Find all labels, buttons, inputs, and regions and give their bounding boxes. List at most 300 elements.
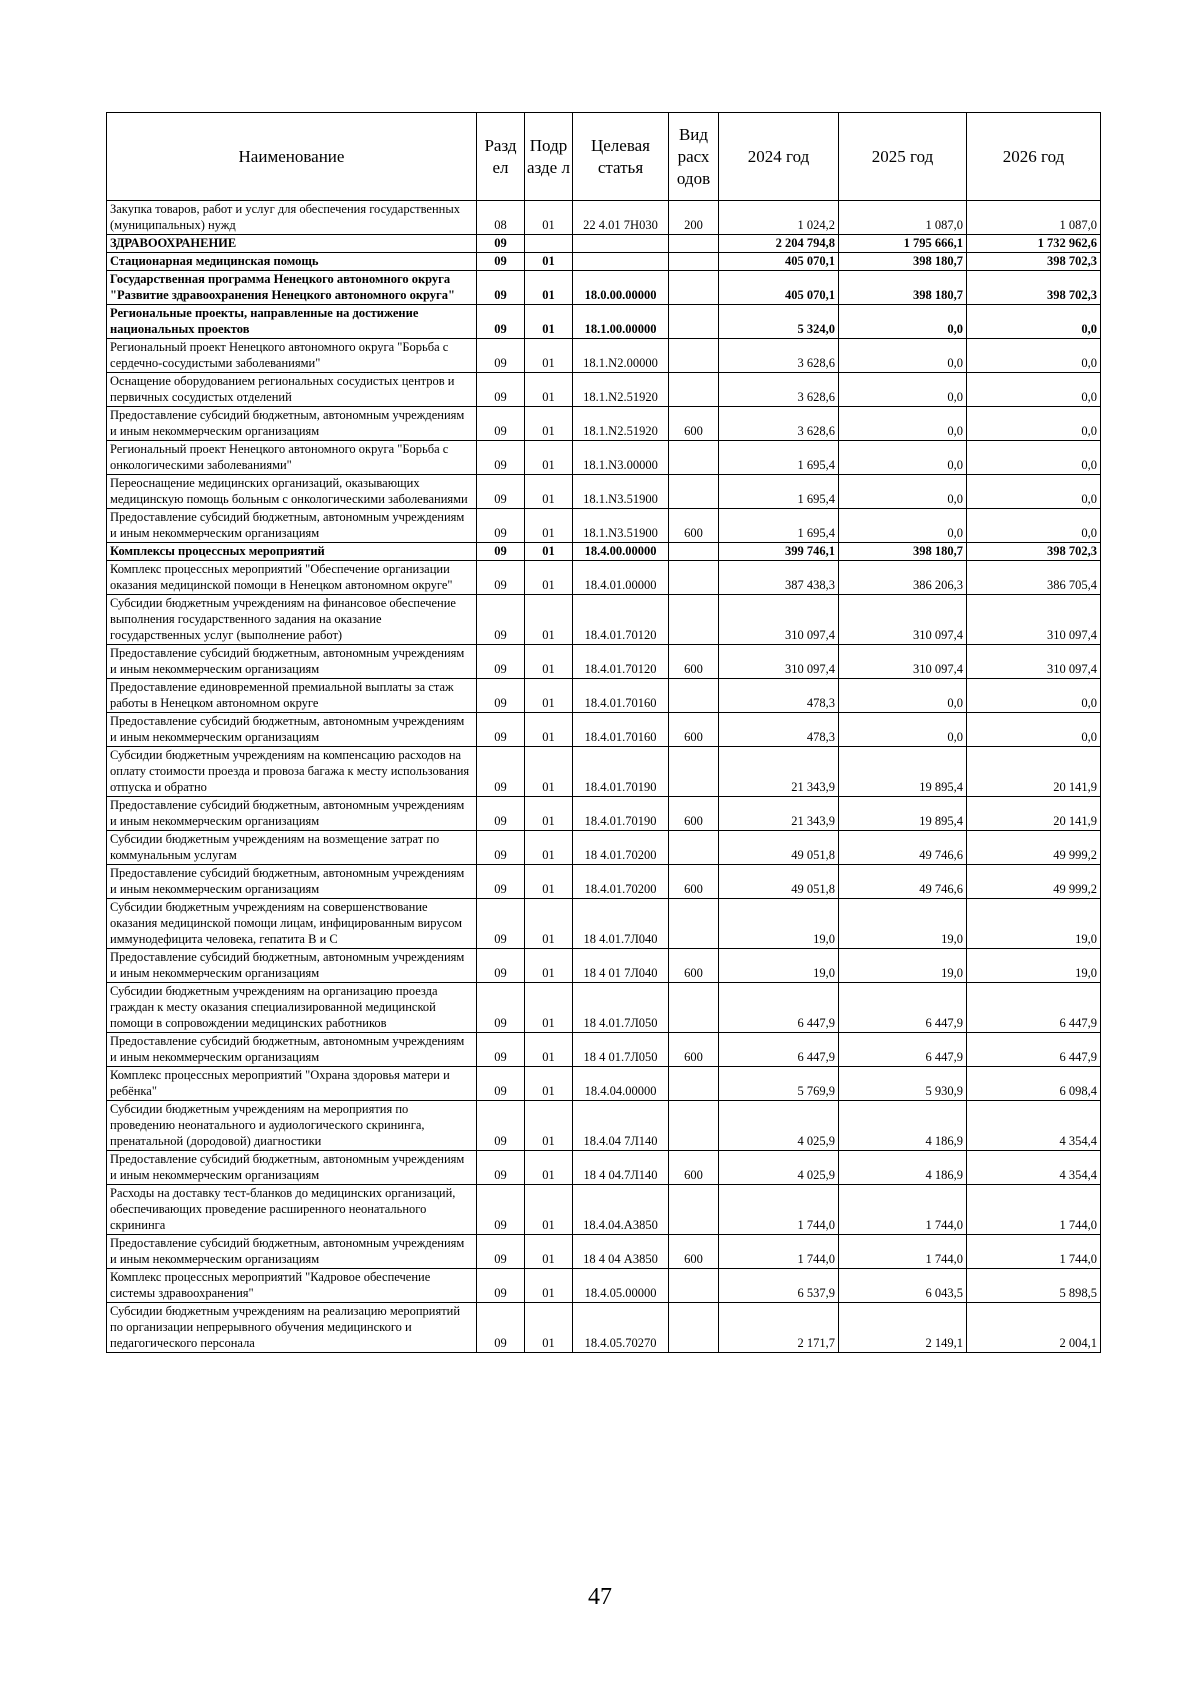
row-razdel-cell: 09 [477,1151,525,1185]
row-2026-cell: 0,0 [967,509,1101,543]
table-row [107,949,1101,983]
table-row [107,1235,1101,1269]
row-2024-cell: 4 025,9 [719,1101,839,1151]
row-podrazdel-cell: 01 [525,253,573,271]
row-2026-cell: 4 354,4 [967,1151,1101,1185]
page-number: 47 [588,1584,612,1610]
row-razdel-cell: 09 [477,441,525,475]
row-2026-cell: 4 354,4 [967,1101,1101,1151]
row-2026-cell: 0,0 [967,713,1101,747]
table-row [107,407,1101,441]
table-row [107,713,1101,747]
row-2026-cell: 398 702,3 [967,543,1101,561]
row-2025-cell: 0,0 [839,373,967,407]
row-name-cell: Предоставление субсидий бюджетным, автономным учреждениям и иным некоммерческим организациям [107,949,477,983]
row-razdel-cell: 09 [477,713,525,747]
row-target-cell: 18.4.05.00000 [573,1269,669,1303]
row-target-cell: 18 4.01.7Л050 [573,983,669,1033]
row-vid-cell: 600 [669,509,719,543]
row-vid-cell [669,1101,719,1151]
row-2024-cell: 4 025,9 [719,1151,839,1185]
row-2026-cell: 2 004,1 [967,1303,1101,1353]
row-vid-cell: 600 [669,949,719,983]
row-name-cell: Региональный проект Ненецкого автономного округа "Борьба с онкологическими заболеваниями" [107,441,477,475]
row-name-cell: Субсидии бюджетным учреждениям на компенсацию расходов на оплату стоимости проезда и провоза багажа к месту использования отпуска и обратно [107,747,477,797]
row-2026-cell: 398 702,3 [967,253,1101,271]
row-2026-cell: 19,0 [967,899,1101,949]
table-row [107,1303,1101,1353]
header-vid: Вид расх одов [669,113,719,201]
row-name-cell: Предоставление субсидий бюджетным, автономным учреждениям и иным некоммерческим организациям [107,1151,477,1185]
row-vid-cell [669,441,719,475]
row-name-cell: Предоставление субсидий бюджетным, автономным учреждениям и иным некоммерческим организациям [107,509,477,543]
row-razdel-cell: 09 [477,543,525,561]
row-2026-cell: 310 097,4 [967,645,1101,679]
row-target-cell: 18.1.N2.51920 [573,373,669,407]
row-2026-cell: 0,0 [967,679,1101,713]
row-podrazdel-cell: 01 [525,595,573,645]
row-razdel-cell: 09 [477,235,525,253]
row-2025-cell: 1 744,0 [839,1235,967,1269]
row-2024-cell: 21 343,9 [719,797,839,831]
row-2025-cell: 0,0 [839,339,967,373]
row-razdel-cell: 09 [477,1185,525,1235]
table-row [107,235,1101,253]
row-podrazdel-cell: 01 [525,1269,573,1303]
row-vid-cell: 600 [669,713,719,747]
row-podrazdel-cell: 01 [525,1303,573,1353]
row-2026-cell: 6 098,4 [967,1067,1101,1101]
row-2026-cell: 20 141,9 [967,797,1101,831]
row-vid-cell: 600 [669,645,719,679]
row-podrazdel-cell: 01 [525,509,573,543]
row-2024-cell: 3 628,6 [719,373,839,407]
row-2024-cell: 3 628,6 [719,339,839,373]
row-podrazdel-cell: 01 [525,305,573,339]
row-vid-cell [669,475,719,509]
row-name-cell: Региональные проекты, направленные на достижение национальных проектов [107,305,477,339]
table-row [107,373,1101,407]
row-razdel-cell: 09 [477,475,525,509]
row-vid-cell [669,983,719,1033]
table-body [107,201,1101,1353]
row-2025-cell: 19,0 [839,899,967,949]
row-target-cell [573,235,669,253]
row-podrazdel-cell: 01 [525,797,573,831]
table-row [107,679,1101,713]
row-podrazdel-cell: 01 [525,645,573,679]
row-podrazdel-cell: 01 [525,1033,573,1067]
table-row [107,271,1101,305]
table-row [107,509,1101,543]
row-2026-cell: 1 744,0 [967,1235,1101,1269]
row-2024-cell: 21 343,9 [719,747,839,797]
row-2025-cell: 49 746,6 [839,865,967,899]
row-2025-cell: 1 744,0 [839,1185,967,1235]
row-target-cell: 18.4.01.70120 [573,595,669,645]
row-target-cell: 18 4 04 А3850 [573,1235,669,1269]
row-razdel-cell: 09 [477,407,525,441]
row-2025-cell: 0,0 [839,441,967,475]
row-target-cell: 18.1.N2.51920 [573,407,669,441]
row-vid-cell [669,305,719,339]
row-2025-cell: 19 895,4 [839,797,967,831]
table-row [107,865,1101,899]
row-2025-cell: 4 186,9 [839,1151,967,1185]
header-2025: 2025 год [839,113,967,201]
row-razdel-cell: 09 [477,899,525,949]
row-razdel-cell: 09 [477,373,525,407]
row-target-cell: 18.1.N2.00000 [573,339,669,373]
row-2025-cell: 5 930,9 [839,1067,967,1101]
row-name-cell: Предоставление субсидий бюджетным, автономным учреждениям и иным некоммерческим организациям [107,1235,477,1269]
row-vid-cell [669,1303,719,1353]
row-name-cell: ЗДРАВООХРАНЕНИЕ [107,235,477,253]
row-name-cell: Предоставление субсидий бюджетным, автономным учреждениям и иным некоммерческим организациям [107,797,477,831]
row-podrazdel-cell: 01 [525,475,573,509]
row-2026-cell: 0,0 [967,441,1101,475]
row-name-cell: Субсидии бюджетным учреждениям на реализацию мероприятий по организации непрерывного обучения медицинского и педагогического персонала [107,1303,477,1353]
row-2025-cell: 1 795 666,1 [839,235,967,253]
row-vid-cell [669,253,719,271]
row-vid-cell [669,543,719,561]
row-2025-cell: 0,0 [839,305,967,339]
row-2025-cell: 0,0 [839,713,967,747]
row-name-cell: Комплекс процессных мероприятий "Кадровое обеспечение системы здравоохранения" [107,1269,477,1303]
row-razdel-cell: 09 [477,831,525,865]
table-row [107,831,1101,865]
row-razdel-cell: 09 [477,1067,525,1101]
row-razdel-cell: 09 [477,865,525,899]
table-row [107,1067,1101,1101]
row-2026-cell: 6 447,9 [967,1033,1101,1067]
row-target-cell: 18.4.00.00000 [573,543,669,561]
row-target-cell: 18.1.N3.00000 [573,441,669,475]
row-2025-cell: 19,0 [839,949,967,983]
row-vid-cell [669,1269,719,1303]
row-vid-cell: 600 [669,1033,719,1067]
row-name-cell: Предоставление субсидий бюджетным, автономным учреждениям и иным некоммерческим организациям [107,1033,477,1067]
header-podrazdel: Подр азде л [525,113,573,201]
row-podrazdel-cell: 01 [525,983,573,1033]
row-razdel-cell: 09 [477,509,525,543]
row-vid-cell [669,235,719,253]
row-name-cell: Субсидии бюджетным учреждениям на мероприятия по проведению неонатального и аудиологического скрининга, пренатальной (дородовой) диагностики [107,1101,477,1151]
row-2026-cell: 6 447,9 [967,983,1101,1033]
header-razdel: Разд ел [477,113,525,201]
table-row [107,1151,1101,1185]
row-vid-cell: 200 [669,201,719,235]
row-2024-cell: 1 744,0 [719,1235,839,1269]
row-2024-cell: 5 324,0 [719,305,839,339]
row-razdel-cell: 09 [477,1033,525,1067]
row-2024-cell: 19,0 [719,899,839,949]
row-2024-cell: 49 051,8 [719,831,839,865]
row-podrazdel-cell: 01 [525,747,573,797]
row-name-cell: Субсидии бюджетным учреждениям на финансовое обеспечение выполнения государственного задания на оказание государственных услуг (выполнение работ) [107,595,477,645]
row-vid-cell: 600 [669,1151,719,1185]
row-2026-cell: 0,0 [967,475,1101,509]
row-target-cell: 18.4.01.70160 [573,713,669,747]
row-2025-cell: 0,0 [839,509,967,543]
table-row [107,983,1101,1033]
row-podrazdel-cell: 01 [525,831,573,865]
row-2024-cell: 6 537,9 [719,1269,839,1303]
row-podrazdel-cell: 01 [525,949,573,983]
row-target-cell: 18.4.01.70120 [573,645,669,679]
header-2024: 2024 год [719,113,839,201]
row-target-cell: 18.1.00.00000 [573,305,669,339]
row-2025-cell: 398 180,7 [839,543,967,561]
row-2026-cell: 0,0 [967,339,1101,373]
row-2024-cell: 1 695,4 [719,509,839,543]
row-target-cell: 18.4.04 7Л140 [573,1101,669,1151]
row-vid-cell: 600 [669,1235,719,1269]
row-name-cell: Предоставление субсидий бюджетным, автономным учреждениям и иным некоммерческим организациям [107,713,477,747]
row-vid-cell [669,1185,719,1235]
row-target-cell: 18 4.01.70200 [573,831,669,865]
row-target-cell: 18.4.01.70160 [573,679,669,713]
row-2025-cell: 6 043,5 [839,1269,967,1303]
row-vid-cell [669,899,719,949]
table-row [107,201,1101,235]
row-podrazdel-cell: 01 [525,1235,573,1269]
row-podrazdel-cell: 01 [525,1151,573,1185]
table-row [107,645,1101,679]
row-target-cell: 18.4.01.70190 [573,747,669,797]
row-2024-cell: 478,3 [719,679,839,713]
row-2024-cell: 19,0 [719,949,839,983]
row-target-cell: 18 4.01.7Л040 [573,899,669,949]
row-2024-cell: 6 447,9 [719,983,839,1033]
row-target-cell: 18.1.N3.51900 [573,475,669,509]
row-name-cell: Предоставление субсидий бюджетным, автономным учреждениям и иным некоммерческим организациям [107,865,477,899]
row-name-cell: Комплексы процессных мероприятий [107,543,477,561]
row-razdel-cell: 09 [477,949,525,983]
row-2025-cell: 19 895,4 [839,747,967,797]
row-2024-cell: 478,3 [719,713,839,747]
row-razdel-cell: 09 [477,1303,525,1353]
row-2024-cell: 405 070,1 [719,271,839,305]
row-name-cell: Субсидии бюджетным учреждениям на организацию проезда граждан к месту оказания специализированной медицинской помощи в сопровождении медицинских работников [107,983,477,1033]
row-2026-cell: 310 097,4 [967,595,1101,645]
row-podrazdel-cell: 01 [525,339,573,373]
row-2026-cell: 1 744,0 [967,1185,1101,1235]
row-2024-cell: 310 097,4 [719,595,839,645]
row-razdel-cell: 09 [477,1235,525,1269]
table-row [107,441,1101,475]
row-2026-cell: 49 999,2 [967,865,1101,899]
row-vid-cell: 600 [669,865,719,899]
row-razdel-cell: 09 [477,339,525,373]
row-2025-cell: 4 186,9 [839,1101,967,1151]
table-row [107,253,1101,271]
table-header-row [107,113,1101,201]
row-2024-cell: 387 438,3 [719,561,839,595]
row-2024-cell: 2 171,7 [719,1303,839,1353]
table-row [107,595,1101,645]
row-2024-cell: 1 744,0 [719,1185,839,1235]
row-target-cell: 18 4 01 7Л040 [573,949,669,983]
row-2024-cell: 6 447,9 [719,1033,839,1067]
row-razdel-cell: 09 [477,983,525,1033]
row-vid-cell [669,271,719,305]
header-name: Наименование [107,113,477,201]
row-name-cell: Предоставление субсидий бюджетным, автономным учреждениям и иным некоммерческим организациям [107,645,477,679]
row-2024-cell: 2 204 794,8 [719,235,839,253]
row-name-cell: Стационарная медицинская помощь [107,253,477,271]
row-podrazdel-cell: 01 [525,899,573,949]
table-row [107,797,1101,831]
row-2025-cell: 386 206,3 [839,561,967,595]
row-razdel-cell: 09 [477,253,525,271]
row-2026-cell: 0,0 [967,305,1101,339]
row-podrazdel-cell: 01 [525,1185,573,1235]
table-row [107,899,1101,949]
row-razdel-cell: 09 [477,1269,525,1303]
row-name-cell: Субсидии бюджетным учреждениям на совершенствование оказания медицинской помощи лицам, инфицированным вирусом иммунодефицита человека, гепатита В и С [107,899,477,949]
row-vid-cell [669,831,719,865]
row-2025-cell: 310 097,4 [839,645,967,679]
row-razdel-cell: 09 [477,271,525,305]
table-row [107,543,1101,561]
row-name-cell: Предоставление единовременной премиальной выплаты за стаж работы в Ненецком автономном округе [107,679,477,713]
row-razdel-cell: 09 [477,561,525,595]
row-2024-cell: 1 695,4 [719,475,839,509]
row-vid-cell [669,1067,719,1101]
row-vid-cell [669,595,719,645]
row-podrazdel-cell: 01 [525,1067,573,1101]
row-podrazdel-cell: 01 [525,271,573,305]
row-2024-cell: 49 051,8 [719,865,839,899]
row-target-cell: 18.4.01.70200 [573,865,669,899]
row-2026-cell: 20 141,9 [967,747,1101,797]
header-target: Целевая статья [573,113,669,201]
row-razdel-cell: 09 [477,595,525,645]
row-vid-cell: 600 [669,797,719,831]
row-2025-cell: 1 087,0 [839,201,967,235]
table-row [107,305,1101,339]
budget-table [106,112,1101,1353]
row-podrazdel-cell: 01 [525,407,573,441]
row-target-cell: 18.0.00.00000 [573,271,669,305]
row-razdel-cell: 09 [477,645,525,679]
row-vid-cell [669,339,719,373]
row-vid-cell [669,561,719,595]
row-2024-cell: 1 024,2 [719,201,839,235]
budget-table-container [106,112,1101,1353]
row-podrazdel-cell: 01 [525,1101,573,1151]
row-podrazdel-cell: 01 [525,713,573,747]
row-name-cell: Предоставление субсидий бюджетным, автономным учреждениям и иным некоммерческим организациям [107,407,477,441]
row-2025-cell: 310 097,4 [839,595,967,645]
row-podrazdel-cell: 01 [525,373,573,407]
row-2026-cell: 5 898,5 [967,1269,1101,1303]
table-row [107,475,1101,509]
row-target-cell: 18.4.04.00000 [573,1067,669,1101]
row-razdel-cell: 08 [477,201,525,235]
row-2024-cell: 5 769,9 [719,1067,839,1101]
row-name-cell: Переоснащение медицинских организаций, оказывающих медицинскую помощь больным с онкологическими заболеваниями [107,475,477,509]
row-2026-cell: 1 732 962,6 [967,235,1101,253]
row-2026-cell: 49 999,2 [967,831,1101,865]
row-2026-cell: 19,0 [967,949,1101,983]
row-target-cell: 18.4.04.А3850 [573,1185,669,1235]
row-podrazdel-cell: 01 [525,865,573,899]
row-podrazdel-cell: 01 [525,679,573,713]
row-podrazdel-cell: 01 [525,441,573,475]
row-razdel-cell: 09 [477,747,525,797]
row-razdel-cell: 09 [477,1101,525,1151]
row-name-cell: Государственная программа Ненецкого автономного округа "Развитие здравоохранения Ненецкого автономного округа" [107,271,477,305]
table-row [107,1101,1101,1151]
row-name-cell: Закупка товаров, работ и услуг для обеспечения государственных (муниципальных) нужд [107,201,477,235]
row-2026-cell: 398 702,3 [967,271,1101,305]
table-row [107,747,1101,797]
row-2024-cell: 310 097,4 [719,645,839,679]
row-2026-cell: 0,0 [967,407,1101,441]
header-2026: 2026 год [967,113,1101,201]
row-2025-cell: 0,0 [839,679,967,713]
row-2025-cell: 2 149,1 [839,1303,967,1353]
row-name-cell: Оснащение оборудованием региональных сосудистых центров и первичных сосудистых отделений [107,373,477,407]
row-target-cell: 22 4.01 7Н030 [573,201,669,235]
row-2026-cell: 386 705,4 [967,561,1101,595]
row-razdel-cell: 09 [477,305,525,339]
row-name-cell: Региональный проект Ненецкого автономного округа "Борьба с сердечно-сосудистыми заболеваниями" [107,339,477,373]
row-2026-cell: 0,0 [967,373,1101,407]
table-row [107,561,1101,595]
row-2025-cell: 6 447,9 [839,983,967,1033]
row-vid-cell [669,679,719,713]
row-target-cell: 18.1.N3.51900 [573,509,669,543]
row-name-cell: Субсидии бюджетным учреждениям на возмещение затрат по коммунальным услугам [107,831,477,865]
row-target-cell: 18.4.01.70190 [573,797,669,831]
row-target-cell: 18.4.01.00000 [573,561,669,595]
row-razdel-cell: 09 [477,797,525,831]
row-target-cell: 18 4 04.7Л140 [573,1151,669,1185]
row-name-cell: Комплекс процессных мероприятий "Охрана здоровья матери и ребёнка" [107,1067,477,1101]
row-vid-cell [669,373,719,407]
row-podrazdel-cell [525,235,573,253]
row-2024-cell: 399 746,1 [719,543,839,561]
row-2025-cell: 49 746,6 [839,831,967,865]
row-2025-cell: 398 180,7 [839,271,967,305]
table-row [107,1269,1101,1303]
row-2025-cell: 0,0 [839,475,967,509]
row-name-cell: Комплекс процессных мероприятий "Обеспечение организации оказания медицинской помощи в Ненецком автономном округе" [107,561,477,595]
table-row [107,339,1101,373]
row-target-cell [573,253,669,271]
row-target-cell: 18.4.05.70270 [573,1303,669,1353]
row-podrazdel-cell: 01 [525,561,573,595]
row-vid-cell: 600 [669,407,719,441]
row-2024-cell: 3 628,6 [719,407,839,441]
row-2026-cell: 1 087,0 [967,201,1101,235]
row-razdel-cell: 09 [477,679,525,713]
row-2025-cell: 0,0 [839,407,967,441]
table-row [107,1185,1101,1235]
row-podrazdel-cell: 01 [525,543,573,561]
row-2025-cell: 6 447,9 [839,1033,967,1067]
row-target-cell: 18 4 01.7Л050 [573,1033,669,1067]
row-2024-cell: 405 070,1 [719,253,839,271]
row-2025-cell: 398 180,7 [839,253,967,271]
row-name-cell: Расходы на доставку тест-бланков до медицинских организаций, обеспечивающих проведение расширенного неонатального скрининга [107,1185,477,1235]
row-podrazdel-cell: 01 [525,201,573,235]
row-2024-cell: 1 695,4 [719,441,839,475]
row-vid-cell [669,747,719,797]
